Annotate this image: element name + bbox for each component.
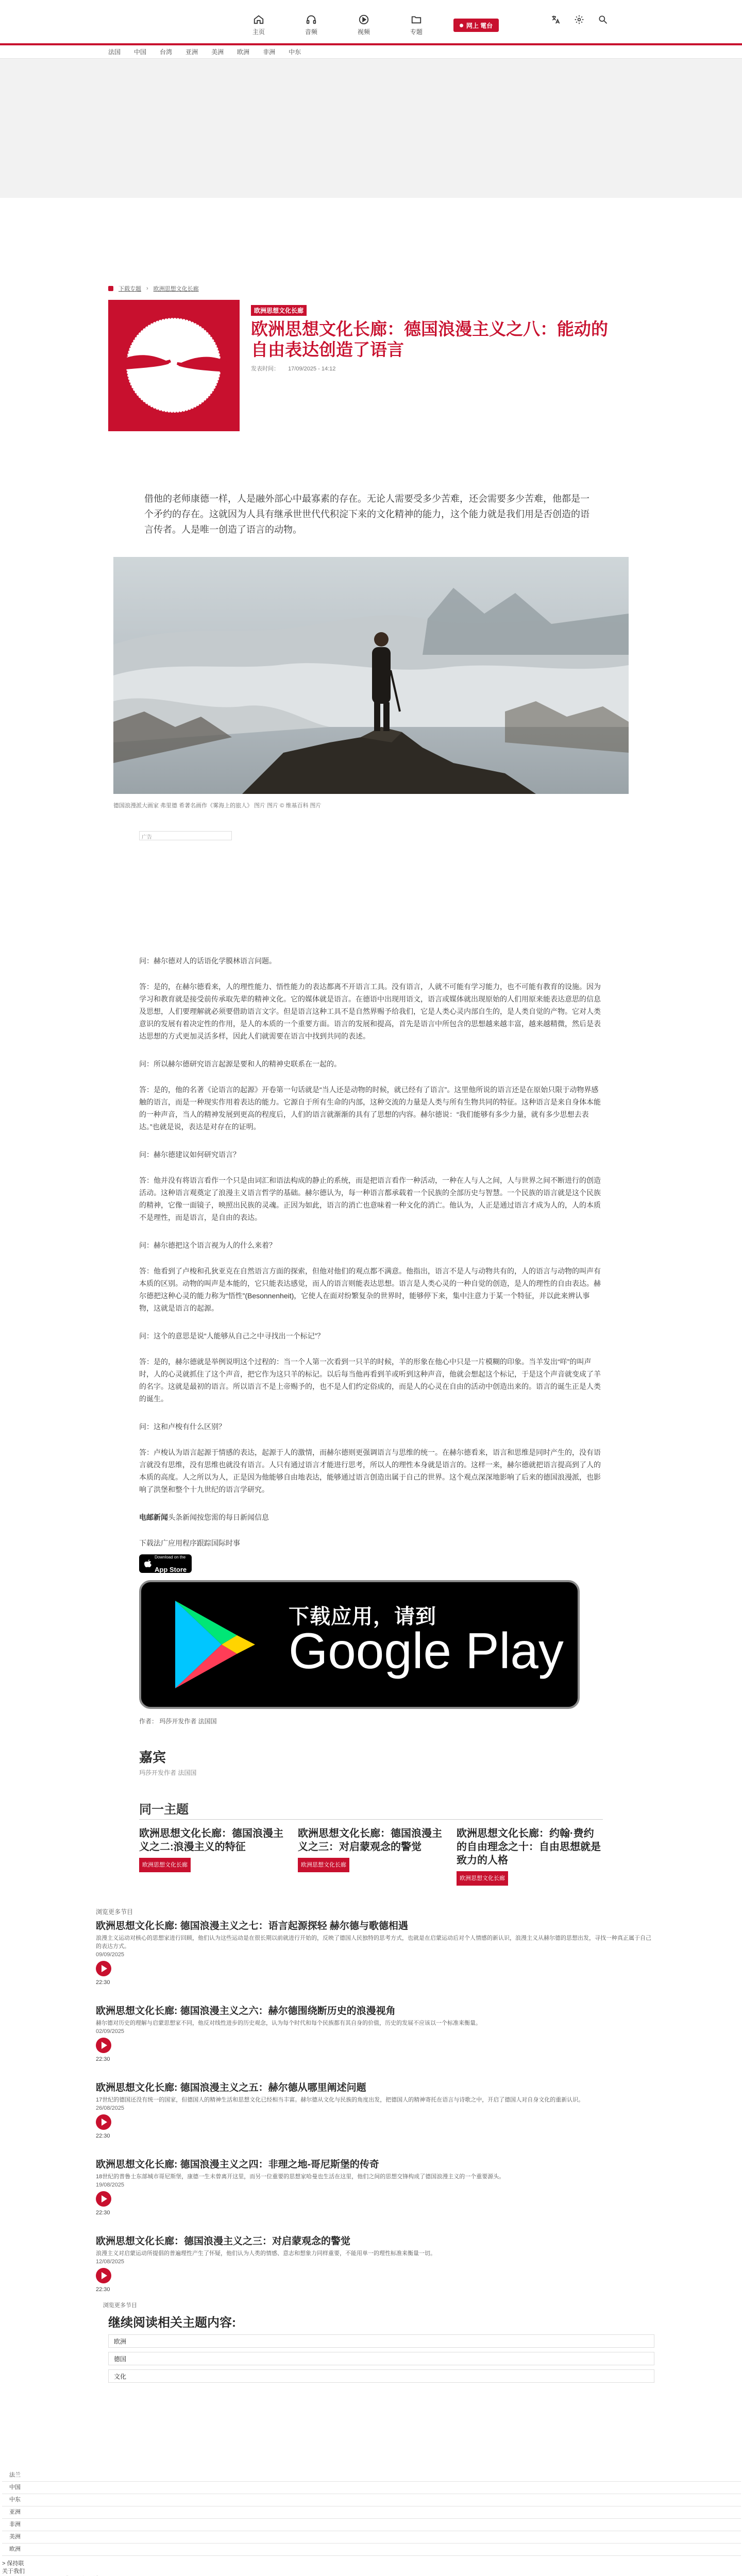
episode-title[interactable]: 欧洲思想文化长廊: 德国浪漫主义之五：赫尔德从哪里阐述问题 xyxy=(96,2082,366,2093)
episode-date: 26/08/2025 xyxy=(96,2105,125,2111)
footer-region-link[interactable]: 亚洲 xyxy=(2,2506,741,2519)
image-caption: 德国浪漫派大画家 弗里德 希著名画作《雾海上的旅人》 图片 图片 © 维基百科 图片 xyxy=(113,803,322,809)
episode-item xyxy=(96,2157,657,2216)
play-icon[interactable] xyxy=(96,2038,111,2053)
program-thumbnail xyxy=(108,300,240,431)
topic-card-tag[interactable]: 欧洲思想文化长廊 xyxy=(457,1871,508,1886)
related-topic-link[interactable]: 德国 xyxy=(108,2352,654,2365)
newsletter-promo[interactable] xyxy=(139,1511,603,1523)
episode-title[interactable]: 欧洲思想文化长廊: 德国浪漫主义之七：语言起源探轻 赫尔德与歌德相遇 xyxy=(96,1921,408,1931)
breadcrumb-item[interactable]: 下载专题 xyxy=(119,286,141,292)
home-icon[interactable] xyxy=(108,286,113,291)
episode-title[interactable]: 欧洲思想文化长廊：德国浪漫主义之三：对启蒙观念的警觉 xyxy=(96,2236,351,2247)
episode-duration: 22:30 xyxy=(96,2133,110,2139)
episode-title[interactable]: 欧洲思想文化长廊: 德国浪漫主义之六：赫尔德围绕断历史的浪漫视角 xyxy=(96,2006,396,2016)
episode-duration: 22:30 xyxy=(96,2210,110,2216)
video-icon xyxy=(358,14,369,25)
nav-home[interactable] xyxy=(243,14,274,36)
region-asia[interactable]: 亚洲 xyxy=(185,48,198,56)
footer-region-link[interactable]: 非洲 xyxy=(2,2519,741,2531)
article-body xyxy=(139,955,603,1886)
region-taiwan[interactable]: 台湾 xyxy=(160,48,173,56)
footer-region-link[interactable]: 中国 xyxy=(2,2482,741,2494)
episode-duration: 22:30 xyxy=(96,1979,110,1986)
episode-duration: 22:30 xyxy=(96,2286,110,2293)
footer-link[interactable]: 关于我们 xyxy=(2,2568,25,2574)
episode-description: 浪漫主义运动对核心的思想家进行回顾，他们认为这些运动是在很长期以前就进行开始的，反映了德国人民独特的思考方式，也就是在启蒙运动后对个人情感的新认识，浪漫主义从赫尔德的思想出发，寻找一种真正属于自己的表达方式。 xyxy=(96,1935,651,1950)
body-question: 问：赫尔德把这个语言视为人的什么来着？ xyxy=(139,1241,276,1249)
body-question: 问：赫尔德对人的话语化学膜林语言问题。 xyxy=(139,957,276,965)
episode-date: 12/08/2025 xyxy=(96,2259,125,2265)
body-question: 问：这个的意思是说“人能够从自己之中寻找出一个标记”？ xyxy=(139,1332,325,1340)
ad-banner-area xyxy=(0,59,742,198)
article-meta xyxy=(251,364,622,372)
body-paragraph: 答：是的，他的名著《论语言的起源》开卷第一句话就是“当人还是动物的时候，就已经有了语言”。这里他所说的语言还是在原始只限于动物界感触的语言，而是一种现实作用着表达的能力。它源自于所有生命的内部，这种交流的力量是人类与所有生物共同的特征。这种语言是来自身体本能的一种声音，当人的精神发展到更高的程度后，人们的语言就渐渐的具有了思想的内容。赫尔德说：“我们能够有多少力量，就有多少思想去表达。”也就是说，表达是对存在的证明。 xyxy=(139,1086,601,1131)
related-topics-title: 继续阅读相关主题内容: xyxy=(108,2316,236,2330)
region-nav xyxy=(0,45,742,59)
topic-card-title[interactable]: 欧洲思想文化长廊：约翰·费约的自由理念之十：自由思想就是致力的人格 xyxy=(457,1828,601,1866)
header-tools xyxy=(550,14,608,25)
apple-icon xyxy=(144,1560,151,1568)
article-lead: 借他的老师康德一样，人是融外部心中最寡素的存在。无论人需要受多少苦难，还会需要多少苦难，他都是一个矛约的存在。这就因为人具有继承世世代代积淀下来的文化精神的能力，这个能力就是我们用是否创造的语言传者。人是唯一创造了语言的动物。 xyxy=(144,494,589,535)
breadcrumb xyxy=(108,284,634,293)
home-icon xyxy=(253,14,264,25)
topic-card-title[interactable]: 欧洲思想文化长廊：德国浪漫主义之三：对启蒙观念的警觉 xyxy=(298,1828,442,1853)
folder-icon xyxy=(411,14,422,25)
body-question: 问：这和卢梭有什么区别？ xyxy=(139,1422,226,1431)
main-nav xyxy=(243,7,499,36)
nav-audio-label: 音频 xyxy=(305,28,317,36)
body-question: 问：赫尔德建议如何研究语言？ xyxy=(139,1150,240,1159)
region-middle-east[interactable]: 中东 xyxy=(289,48,301,56)
related-topics xyxy=(108,2312,654,2383)
related-topic-link[interactable]: 文化 xyxy=(108,2369,654,2383)
site-header xyxy=(0,0,742,45)
wanderer-painting-image xyxy=(113,557,629,794)
episode-date: 19/08/2025 xyxy=(96,2182,125,2188)
region-americas[interactable]: 美洲 xyxy=(211,48,224,56)
region-china[interactable]: 中国 xyxy=(134,48,147,56)
footer-region-link[interactable]: 欧洲 xyxy=(2,2544,741,2556)
article-header xyxy=(108,300,634,431)
play-icon[interactable] xyxy=(96,2191,111,2207)
headphones-icon xyxy=(306,14,317,25)
body-paragraph: 答：是的，在赫尔德看来，人的理性能力、悟性能力的表达都离不开语言工具。没有语言，人就不可能有学习能力，也不可能有教育的设施。因为学习和教育就是接受前传承取先辈的精神文化。它的媒体就是语言。在德语中出现用语文，语言或媒体就出现原始的人们用原来能表达意思的信息及思想，人们要理解就必须要借助语言文字。但是语言这种工具不是自然界赐予给我们，它是人类心灵内部自生的，是人类自觉的产物。它对人类意识的发展有着决定性的作用，是人的本质的一个重要方面。语言的发展和提高，首先是语言中所包含的思想越来越丰富，越来越精微，然后是表达思想的方式更加灵活多样，因此人们就需要在语言中找到共同的表述。 xyxy=(139,982,601,1040)
article-header-text xyxy=(251,300,622,431)
live-radio-button[interactable] xyxy=(453,19,499,32)
body-question: 问：所以赫尔德研究语言起源是要和人的精神史联系在一起的。 xyxy=(139,1060,341,1068)
app-store-label: App Store xyxy=(155,1565,187,1573)
settings-icon[interactable] xyxy=(574,14,584,25)
footer-region-link[interactable]: 中东 xyxy=(2,2494,741,2506)
episode-description: 17世纪的德国还没有统一的国家，但德国人的精神生活和思想文化已经相当丰富。赫尔德从文化与民族的角度出发，把德国人的精神寄托在语言与诗歌之中，开启了德国人对自身文化的重新认识。 xyxy=(96,2097,584,2103)
google-play-small-label: 下载应用，请到 xyxy=(289,1605,436,1628)
play-icon[interactable] xyxy=(96,1961,111,1976)
topic-card[interactable] xyxy=(457,1827,603,1886)
google-play-icon xyxy=(160,1593,263,1696)
newsletter-label: 电邮新闻 xyxy=(139,1513,168,1521)
search-icon[interactable] xyxy=(598,14,608,25)
google-play-label: Google Play xyxy=(289,1622,564,1679)
episode-title[interactable]: 欧洲思想文化长廊: 德国浪漫主义之四：非理之地-哥尼斯堡的传奇 xyxy=(96,2159,379,2170)
episode-description: 赫尔德对历史的理解与启蒙思想家不同，他反对线性进步的历史观念，认为每个时代和每个民族都有其自身的价值，历史的发展不应该以一个标准来衡量。 xyxy=(96,2020,481,2026)
region-europe[interactable]: 欧洲 xyxy=(237,48,250,56)
program-tag[interactable]: 欧洲思想文化长廊 xyxy=(251,305,307,316)
play-icon[interactable] xyxy=(96,2268,111,2283)
author-label: 发表时间： xyxy=(251,366,279,372)
region-africa[interactable]: 非洲 xyxy=(263,48,276,56)
body-paragraph: 答：他并没有将语言看作一个只是由词汇和语法构成的静止的系统，而是把语言看作一种活动，一种在人与人之间，人与世界之间不断进行的创造活动。这种语言观奠定了浪漫主义语言哲学的基础。赫尔德认为，每一种语言都承载着一个民族的全部历史与智慧。一个民族的语言就是这个民族的精神，它像一面镜子，映照出民族的灵魂。正因为如此，语言的消亡也意味着一种文化的消亡。他认为，人正是通过语言才成为人的，人的本质不是理性，而是语言，是自由的表达。 xyxy=(139,1176,601,1222)
topic-card[interactable] xyxy=(139,1827,285,1886)
creation-of-adam-illustration-icon xyxy=(108,300,240,431)
same-topic-cards xyxy=(139,1827,603,1886)
newsletter-text: 头条新闻按您需的每日新闻信息 xyxy=(168,1513,269,1521)
footer-region-link[interactable]: 法兰 xyxy=(2,2469,741,2482)
guest-name[interactable]: 玛莎开发作者 法国国 xyxy=(139,1769,197,1776)
nav-topics-label: 专题 xyxy=(410,28,423,36)
episode-list-label: 浏览更多节目 xyxy=(96,1908,133,1916)
live-radio-label: 网上 電台 xyxy=(466,22,493,29)
app-download-text: 下载法广应用程序跟踪国际时事 xyxy=(139,1539,240,1547)
body-paragraph: 答：他看到了卢梭和孔狄亚克在自然语言方面的探索，但他对他们的观点都不满意。他指出，语言不是人与动物共有的，人的语言与动物的叫声有本质的区别。动物的叫声是本能的，它只能表达感觉，而人的语言则能表达思想。语言是人类心灵的一种自觉的创造，是人的理性的自由表达。赫尔德把这种心灵的能力称为“悟性”(Besonnenheit)，它使人在面对纷繁复杂的世界时，能够停下来，集中注意力于某一个特征，并以此来辨认事物，这就是语言的起源。 xyxy=(139,1267,601,1312)
episode-description: 浪漫主义对启蒙运动所提倡的普遍理性产生了怀疑，他们认为人类的情感、意志和想象力同样重要，不能用单一的理性标准来衡量一切。 xyxy=(96,2250,436,2257)
nav-video-label: 视频 xyxy=(357,28,370,36)
google-play-banner[interactable] xyxy=(139,1580,580,1709)
topic-card-title[interactable]: 欧洲思想文化长廊：德国浪漫主义之二:浪漫主义的特征 xyxy=(139,1828,283,1853)
live-dot-icon xyxy=(460,24,463,27)
app-store-button[interactable] xyxy=(139,1554,192,1573)
episode-item xyxy=(96,2003,657,2062)
nav-topics[interactable] xyxy=(401,14,432,36)
play-icon[interactable] xyxy=(96,2114,111,2130)
episode-date: 09/09/2025 xyxy=(96,1952,125,1958)
episode-item xyxy=(96,1918,657,1986)
article-title: 欧洲思想文化长廊：德国浪漫主义之八：能动的自由表达创造了语言 xyxy=(251,319,608,359)
episode-date: 02/09/2025 xyxy=(96,2028,125,2035)
nav-home-label: 主页 xyxy=(252,28,265,36)
article xyxy=(0,284,742,2383)
related-topic-link[interactable]: 欧洲 xyxy=(108,2334,654,2348)
nav-audio[interactable] xyxy=(296,14,327,36)
hero-image-wanderer xyxy=(113,557,629,794)
ad-slot: 广告 xyxy=(139,831,232,840)
footer-region-link[interactable]: 美洲 xyxy=(2,2531,741,2544)
episode-list xyxy=(96,1907,657,2293)
episode-duration: 22:30 xyxy=(96,2056,110,2062)
episode-description: 18世纪的普鲁士东部城市哥尼斯堡，康德一生未曾离开这里，而另一位重要的思想家哈曼也生活在这里，他们之间的思想交锋构成了德国浪漫主义的一个重要源头。 xyxy=(96,2174,505,2180)
topic-card-tag[interactable]: 欧洲思想文化长廊 xyxy=(139,1858,191,1872)
episode-item xyxy=(96,2233,657,2293)
same-topic-title: 同一主题 xyxy=(139,1804,603,1820)
publish-date: 17/09/2025 - 14:12 xyxy=(288,366,336,372)
breadcrumb-item[interactable]: 欧洲思想文化长廊 xyxy=(153,286,199,292)
region-france[interactable]: 法国 xyxy=(108,48,121,56)
app-store-small-label: Download on the xyxy=(155,1554,186,1560)
body-paragraph: 答：是的，赫尔德就是举例说明这个过程的：当一个人第一次看到一只羊的时候，羊的形象在他心中只是一片模糊的印象。当羊发出“咩”的叫声时，人的心灵就抓住了这个声音，把它作为这只羊的标记。以后每当他再看到羊或听到这种声音，他就会想起这个标记，于是这个声音就变成了羊的名字。这就是最初的语言。所以语言不是上帝赐予的，也不是人们约定俗成的，而是人的心灵在自由的活动中创造出来的。语言的诞生正是人类的诞生。 xyxy=(139,1358,601,1403)
topic-card[interactable] xyxy=(298,1827,444,1886)
body-paragraph: 答：卢梭认为语言起源于情感的表达，起源于人的激情，而赫尔德则更强调语言与思维的统一。在赫尔德看来，语言和思维是同时产生的，没有语言就没有思维，没有思维也就没有语言。人只有通过语言才能进行思考，所以人的理性本身就是语言的。这样一来，赫尔德就把语言提高到了人的本质的高度。人之所以为人，正是因为他能够自由地表达，能够通过语言创造出属于自己的世界。这个观点深深地影响了后来的德国浪漫派，也影响了洪堡和整个十九世纪的语言学研究。 xyxy=(139,1448,601,1494)
translate-icon[interactable] xyxy=(550,14,561,25)
nav-video[interactable] xyxy=(348,14,379,36)
episode-item xyxy=(96,2080,657,2139)
topic-card-tag[interactable]: 欧洲思想文化长廊 xyxy=(298,1858,349,1872)
breadcrumb-separator: › xyxy=(146,285,148,292)
footer-link[interactable]: > 保持联 xyxy=(2,2561,24,2567)
more-episodes-link[interactable]: 浏览更多节目 xyxy=(103,2302,137,2309)
author-credit: 作者： 玛莎开发作者 法国国 xyxy=(139,1718,217,1725)
guest-section-title: 嘉宾 xyxy=(139,1750,166,1765)
site-footer xyxy=(0,2469,742,2576)
